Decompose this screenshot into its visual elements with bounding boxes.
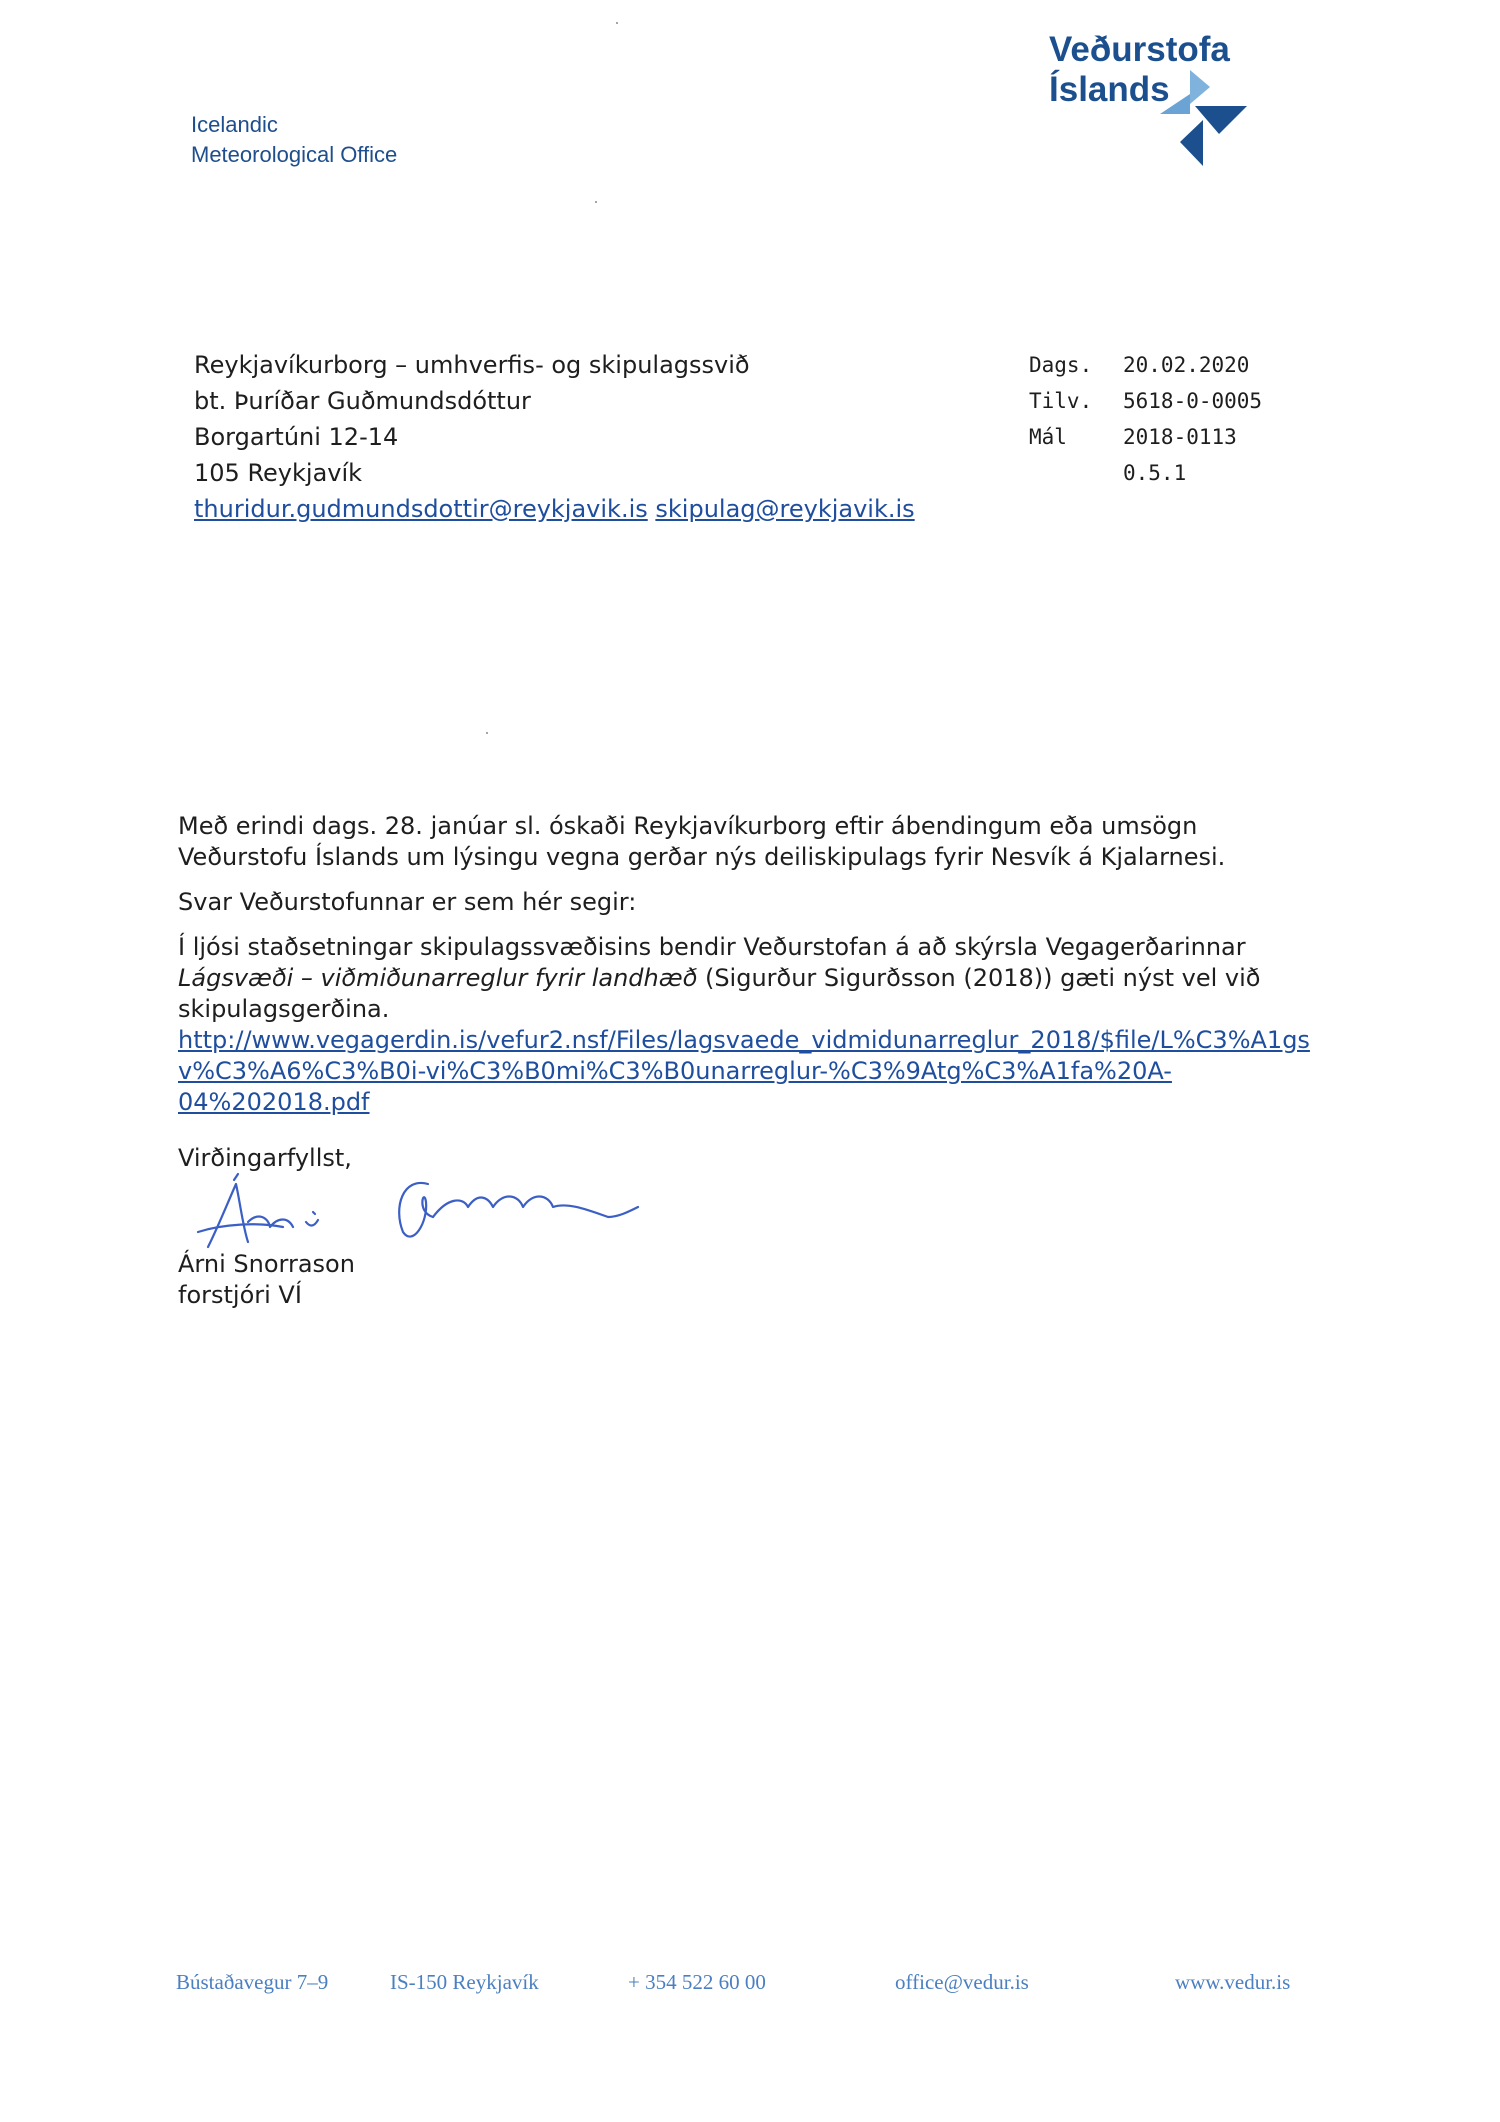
- footer-city: IS-150 Reykjavík: [390, 1970, 539, 1994]
- logo-line-2: Íslands: [1049, 70, 1170, 109]
- report-title: Lágsvæði – viðmiðunarreglur fyrir landhæð: [178, 964, 698, 992]
- signer-name: Árni Snorrason: [178, 1250, 355, 1278]
- footer-website[interactable]: www.vedur.is: [1175, 1970, 1291, 1994]
- report-url-line-1[interactable]: http://www.vegagerdin.is/vefur2.nsf/Files/lagsvaede_vidmidunarreglur_2018/$file/L%C3%A1gs: [178, 1026, 1310, 1054]
- case-label: Mál: [1029, 425, 1067, 449]
- paragraph-3-line-2: [178, 963, 1328, 994]
- footer-phone: + 354 522 60 00: [628, 1970, 766, 1994]
- report-citation: (Sigurður Sigurðsson (2018)) gæti nýst vel við: [697, 964, 1261, 992]
- signer-block: [178, 1249, 355, 1311]
- paragraph-3-line-1: Í ljósi staðsetningar skipulagssvæðisins bendir Veðurstofan á að skýrsla Vegagerðarinnar: [178, 933, 1246, 961]
- scan-speck: [616, 22, 618, 24]
- logo-line-1: Veðurstofa: [1049, 30, 1230, 69]
- organization-name-english: [191, 110, 397, 170]
- letter-body: [178, 811, 1328, 1118]
- recipient-attention: bt. Þuríðar Guðmundsdóttur: [194, 387, 531, 415]
- scan-speck: [486, 732, 488, 734]
- reference-block: [1029, 347, 1262, 491]
- case-value: 2018-0113: [1123, 425, 1237, 449]
- date-label: Dags.: [1029, 353, 1093, 377]
- report-url-line-3[interactable]: 04%202018.pdf: [178, 1088, 370, 1116]
- scan-speck: [595, 201, 597, 203]
- case-value-secondary: 0.5.1: [1123, 461, 1187, 485]
- footer-email[interactable]: office@vedur.is: [895, 1970, 1029, 1994]
- recipient-email-link-1[interactable]: thuridur.gudmundsdottir@reykjavik.is: [194, 495, 648, 523]
- org-name-line-1: Icelandic: [191, 112, 278, 137]
- recipient-address: [194, 347, 915, 527]
- report-url-line-2[interactable]: v%C3%A6%C3%B0i-vi%C3%B0mi%C3%B0unarreglur-%C3%9Atg%C3%A1fa%20A-: [178, 1057, 1172, 1085]
- reference-label: Tilv.: [1029, 389, 1093, 413]
- paragraph-1-line-1: Með erindi dags. 28. janúar sl. óskaði Reykjavíkurborg eftir ábendingum eða umsögn: [178, 812, 1198, 840]
- paragraph-2: Svar Veðurstofunnar er sem hér segir:: [178, 888, 637, 916]
- paragraph-3-line-3: skipulagsgerðina.: [178, 995, 390, 1023]
- logo-triangles-icon: [1150, 70, 1250, 166]
- reference-value: 5618-0-0005: [1123, 389, 1263, 413]
- date-value: 20.02.2020: [1123, 353, 1250, 377]
- recipient-city: 105 Reykjavík: [194, 459, 363, 487]
- footer-address: Bústaðavegur 7–9: [176, 1970, 329, 1994]
- recipient-email-link-2[interactable]: skipulag@reykjavik.is: [655, 495, 915, 523]
- closing-salutation: Virðingarfyllst,: [178, 1144, 352, 1172]
- recipient-organization: Reykjavíkurborg – umhverfis- og skipulagssvið: [194, 351, 750, 379]
- paragraph-1-line-2: Veðurstofu Íslands um lýsingu vegna gerðar nýs deiliskipulags fyrir Nesvík á Kjalarnesi.: [178, 843, 1226, 871]
- org-name-line-2: Meteorological Office: [191, 142, 398, 167]
- signer-title: forstjóri VÍ: [178, 1281, 302, 1309]
- recipient-street: Borgartúni 12-14: [194, 423, 399, 451]
